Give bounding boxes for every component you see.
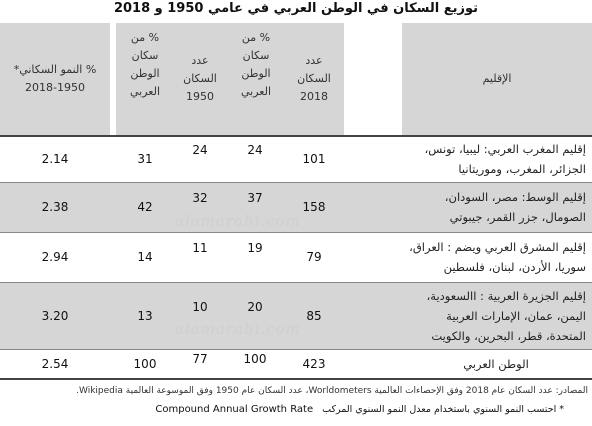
cell-pop-1950: 10 <box>192 299 208 314</box>
cell-growth-total: 2.54 <box>0 349 110 379</box>
cell-pop-2018: 79 <box>284 232 344 282</box>
cell-pct-1950: 14 <box>116 232 174 282</box>
cell-region: إقليم الوسط: مصر، السودان، الصومال، جزر القمر، جيبوتي <box>402 182 592 232</box>
header-pop-1950: عدد السكان 1950 <box>174 23 226 136</box>
cell-pop-1950: 11 <box>192 241 208 255</box>
watermark: alamarabi.com <box>175 320 301 338</box>
watermark: alamarabi.com <box>175 212 301 230</box>
cell-pct-1950: 42 <box>116 182 174 232</box>
cell-pct-2018: 20 <box>247 299 263 314</box>
footnote-english: Compound Annual Growth Rate <box>155 404 314 415</box>
cell-pop-2018: 158 <box>284 182 344 232</box>
cell-pct-2018: 19 <box>247 241 263 255</box>
cell-growth: 2.94 <box>0 232 110 282</box>
cell-pct-2018-total: 100 <box>243 351 267 366</box>
cell-pop-1950: 24 <box>192 143 208 158</box>
cell-region: إقليم المشرق العربي ويضم : العراق، سوريا، الأردن، لبنان، فلسطين <box>402 232 592 282</box>
cell-pop-2018: 101 <box>284 136 344 182</box>
header-growth: % النمو السكاني* 1950-2018 <box>0 23 110 136</box>
cell-growth: 3.20 <box>0 282 110 349</box>
header-pct-2018: % من سكان الوطن العربي <box>226 23 284 136</box>
header-region: الإقليم <box>402 23 592 136</box>
total-row <box>0 349 592 379</box>
cell-pop-1950-total: 77 <box>192 351 208 366</box>
cell-region: إقليم الجزيرة العربية : االسعودية، اليمن، عمان، الإمارات العربية المتحدة، قطر، البحرين، والكويت <box>402 282 592 349</box>
source-note: المصادر: عدد السكان عام 2018 وفق الإحصاءات العالمية Worldometers، عدد السكان عام 1950 وفق الموسوعة العالمية Wikipedia. <box>76 386 588 396</box>
header-pct-1950: % من سكان الوطن العربي <box>116 23 174 136</box>
cell-pop-1950: 32 <box>192 191 208 205</box>
cell-growth: 2.38 <box>0 182 110 232</box>
page-title: توزيع السكان في الوطن العربي في عامي 1950 و 2018 <box>113 1 479 16</box>
header-pop-2018: عدد السكان 2018 <box>284 23 344 136</box>
table-row <box>0 232 592 282</box>
cell-pct-2018: 37 <box>247 191 263 205</box>
table-row <box>0 136 592 182</box>
cell-pop-2018-total: 423 <box>284 349 344 379</box>
table-row <box>0 282 592 349</box>
cell-pop-2018: 85 <box>284 282 344 349</box>
cell-pct-1950-total: 100 <box>116 349 174 379</box>
header-spacer-2 <box>344 23 402 136</box>
cell-pct-1950: 31 <box>116 136 174 182</box>
cell-region: إقليم المغرب العربي: ليبيا، تونس، الجزائر، المغرب، وموريتانيا <box>402 136 592 182</box>
footnote-arabic: * احتسب النمو السنوي باستخدام معدل النمو السنوي المركب <box>322 404 564 415</box>
cell-pct-1950: 13 <box>116 282 174 349</box>
cell-growth: 2.14 <box>0 136 110 182</box>
cell-region-total: الوطن العربي <box>402 349 592 379</box>
cell-pct-2018: 24 <box>247 143 263 158</box>
header-row <box>0 23 592 136</box>
footnote <box>4 404 564 415</box>
